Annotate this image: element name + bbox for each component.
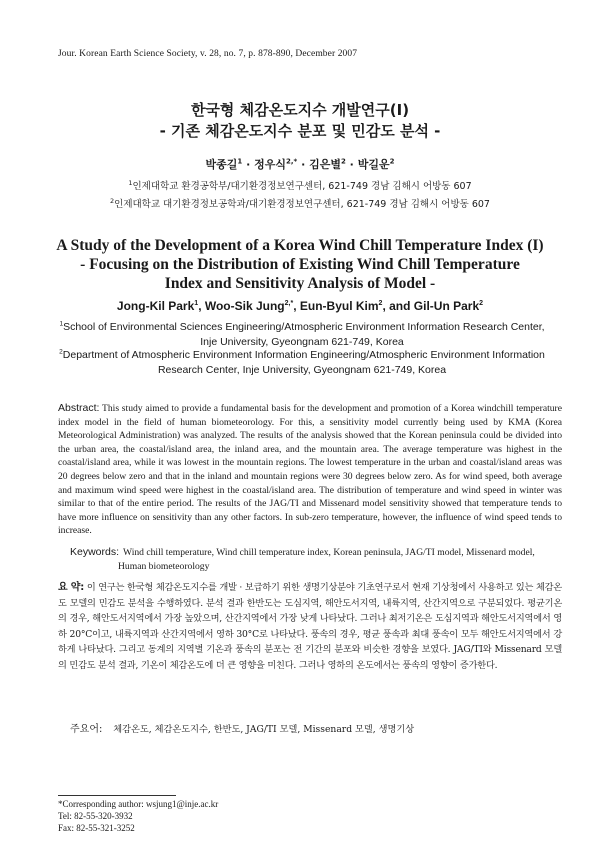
- korean-abstract-label: 요 약:: [58, 582, 85, 593]
- keywords-text: Wind chill temperature, Wind chill temperature index, Korean peninsula, JAG/TI model, Missenard model,: [123, 547, 535, 558]
- affiliation-mark: 1: [194, 300, 199, 307]
- affiliation-mark: 2: [59, 348, 63, 356]
- author-separator: ·: [297, 158, 310, 171]
- korean-abstract-text: 이 연구는 한국형 체감온도지수를 개발 · 보급하기 위한 생명기상분야 기초연구로서 현재 기상청에서 사용하고 있는 체감온도 모델의 민감도 분석을 수행하였다. 분석 결과 한반도는 도심지역, 해안도서지역, 내륙지역, 산간지역으로 구분되었다. 평균기온의 경우, 해안도서지역에서 가장 높았으며, 산간지역에서 가장 낮게 나타났다. 그러나 최저기온은 도심지역과 해안도서지역에서 영하 20°C이고, 내륙지역과 산간지역에서 영하 30°C로 나타났다. 풍속의 경우, 평균 풍속과 최대 풍속이 모두 해안도서지역에서 강하게 나타났다. 그리고 동계의 지역별 기온과 풍속의 분포는 전 기간의 분포와 비슷한 경향을 보였다. JAG/TI와 Missenard 모델의 민감도 분석 결과, 기온이 체감온도에 더 큰 영향을 미친다. 그러나 영하의 온도에서는 풍속의 영향이 증가한다.: [58, 582, 562, 671]
- footnotes: [58, 798, 218, 835]
- footnote-divider: [58, 795, 176, 796]
- affiliation-mark: 1: [128, 178, 133, 187]
- affiliation-mark: 2,*: [286, 157, 298, 166]
- corresponding-author-note: *Corresponding author: wsjung1@inje.ac.kr: [58, 799, 219, 809]
- korean-title: 한국형 체감온도지수 개발연구(I): [190, 101, 410, 119]
- english-title-line: - Focusing on the Distribution of Existing Wind Chill Temperature: [80, 256, 520, 273]
- affiliation-text: Department of Atmospheric Environment Information Engineering/Atmospheric Environment Information: [62, 349, 545, 361]
- author-separator: ·: [345, 158, 358, 171]
- abstract-label: Abstract:: [58, 402, 100, 414]
- english-affiliation-2: [42, 348, 562, 378]
- affiliation-text: 인제대학교 대기환경정보공학과/대기환경정보연구센터, 621-749 경남 김해시 어방동 607: [114, 199, 490, 210]
- affiliation-mark: 1: [237, 157, 243, 166]
- telephone-note: Tel: 82-55-320-3932: [58, 811, 133, 822]
- affiliation-mark: 2,*: [284, 300, 294, 307]
- affiliation-text: Inje University, Gyeongnam 621-749, Korea: [200, 336, 404, 348]
- author-separator: ·: [242, 158, 255, 171]
- korean-keywords-label: 주요어:: [70, 724, 103, 735]
- affiliation-text: 인제대학교 환경공학부/대기환경정보연구센터, 621-749 경남 김해시 어방동 607: [132, 181, 472, 192]
- affiliation-text: School of Environmental Sciences Engineering/Atmospheric Environment Information Research Center,: [63, 321, 545, 333]
- korean-abstract: [58, 580, 562, 674]
- english-abstract: [58, 402, 562, 538]
- korean-author-name: 김은별: [309, 158, 341, 171]
- affiliation-mark: 2: [340, 157, 346, 166]
- english-title-line: A Study of the Development of a Korea Wind Chill Temperature Index (I): [56, 237, 544, 254]
- affiliation-text: Research Center, Inje University, Gyeongnam 621-749, Korea: [157, 364, 447, 376]
- korean-keywords: [70, 720, 562, 735]
- korean-affiliation-2: [0, 196, 600, 210]
- korean-keywords-text: 체감온도, 체감온도지수, 한반도, JAG/TI 모델, Missenard 모델, 생명기상: [113, 724, 415, 735]
- english-authors: [0, 299, 600, 313]
- english-keywords: [70, 546, 562, 573]
- affiliation-mark: 2: [389, 157, 395, 166]
- korean-author-name: 정우식: [254, 158, 287, 171]
- english-title-line: Index and Sensitivity Analysis of Model -: [164, 275, 436, 292]
- affiliation-mark: 1: [59, 320, 64, 328]
- english-author-name: Woo-Sik Jung: [204, 299, 285, 313]
- korean-subtitle: - 기존 체감온도지수 분포 및 민감도 분석 -: [159, 122, 441, 140]
- korean-author-name: 박종길: [205, 158, 238, 171]
- author-separator: , and: [382, 299, 414, 313]
- keywords-label: Keywords:: [70, 546, 120, 558]
- english-author-name: Eun-Byul Kim: [299, 299, 379, 313]
- fax-note: Fax: 82-55-321-3252: [58, 823, 135, 834]
- journal-citation: Jour. Korean Earth Science Society, v. 28, no. 7, p. 878-890, December 2007: [58, 49, 358, 59]
- affiliation-mark: 2: [378, 300, 383, 307]
- korean-author-name: 박길운: [357, 158, 390, 171]
- keywords-text: Human biometeorology: [118, 560, 210, 572]
- author-separator: ,: [198, 299, 205, 313]
- abstract-text: This study aimed to provide a fundamental basis for the development and promotion of a Korea windchill temperature index model in the field of human biometeorology. For this, a sensitivity model currently being used by KMA (Korea Meteorological Administration) was analyzed. The results of the analysis showed that the Korean peninsula could be divided into the urban area, the coastal/island area, the inland area, and the mountain area. The average temperature was highest in the coastal/island area, while it was lowest in the mountain regions. The lowest temperature in the urban and coastal/island areas was 20 degrees below zero and that in the inland and mountain regions were 30 degrees below zero. As for wind speed, both average and maximum wind speed were highest in the coastal/island area. The distribution of temperature and wind speed in winter was similar to that of the entire period. The results of the JAG/TI and Missenard model sensitivity showed that temperature tends to have more influence on sensitivity than any other factors. In sub-zero temperature, however, the influence of wind speed tends to increase.: [58, 403, 562, 537]
- english-affiliation-1: [42, 320, 562, 350]
- english-author-name: Gil-Un Park: [413, 299, 480, 313]
- author-separator: ,: [293, 299, 300, 313]
- korean-affiliation-1: [0, 178, 600, 192]
- affiliation-mark: 2: [110, 196, 115, 205]
- korean-authors: [0, 156, 600, 172]
- affiliation-mark: 2: [479, 300, 484, 307]
- english-author-name: Jong-Kil Park: [116, 299, 195, 313]
